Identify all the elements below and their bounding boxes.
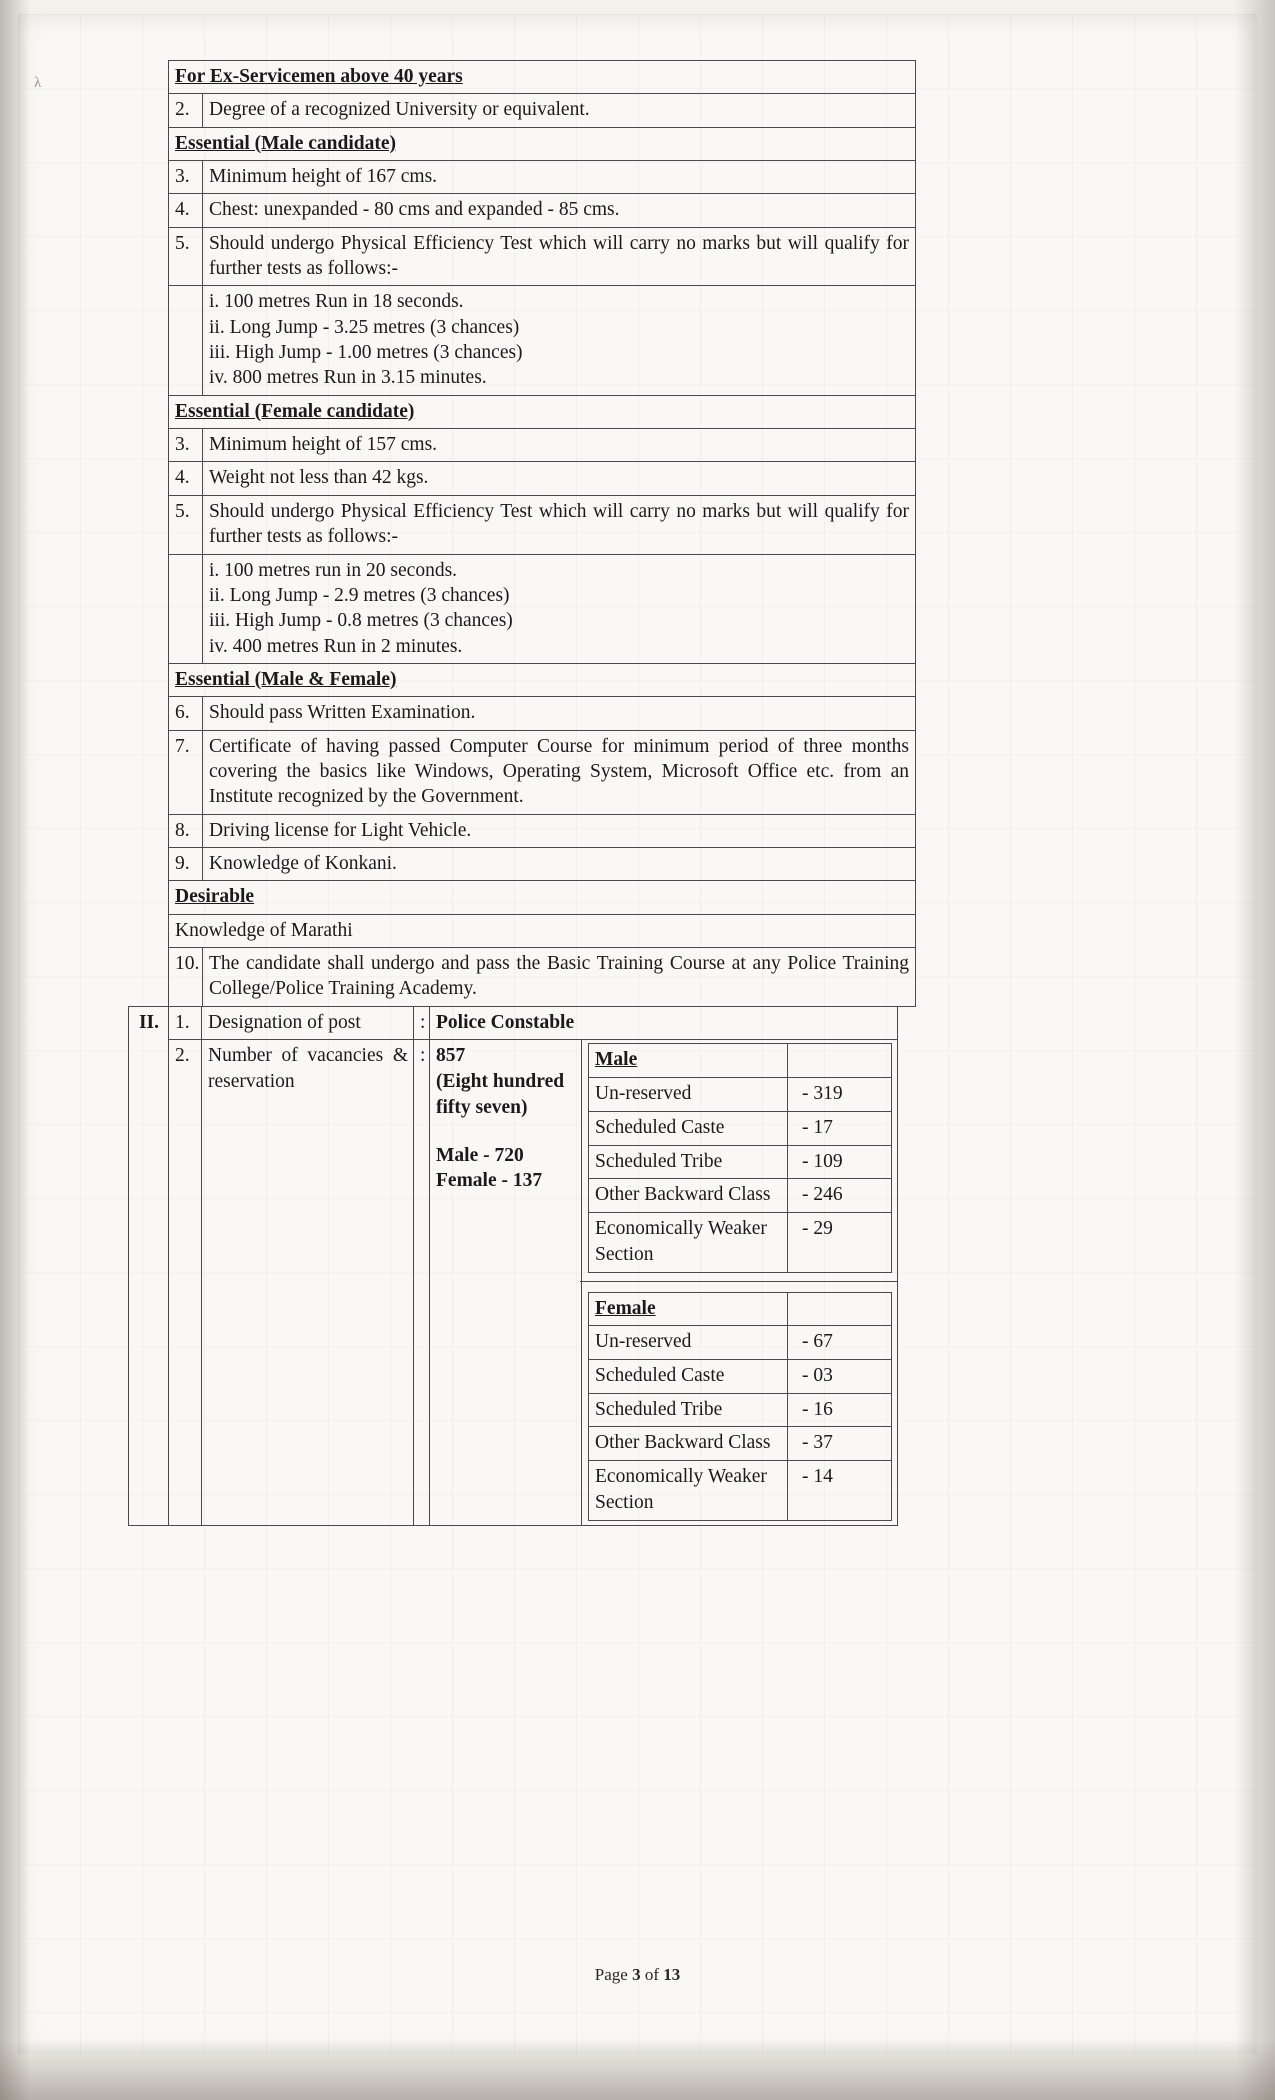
test-item: iv. 400 metres Run in 2 minutes. xyxy=(209,635,463,657)
page-edge-shadow-left xyxy=(0,0,30,2100)
document-body xyxy=(138,60,916,1526)
row-number: 3. xyxy=(169,429,203,462)
reservation-category: Other Backward Class xyxy=(589,1179,788,1213)
row-text: Minimum height of 157 cms. xyxy=(203,429,916,462)
reservation-value: - 37 xyxy=(788,1427,892,1461)
footer-page-number: 3 xyxy=(632,1965,641,1984)
reservation-title-row xyxy=(589,1044,892,1078)
reservation-category: Scheduled Tribe xyxy=(589,1393,788,1427)
reservation-value: - 29 xyxy=(788,1213,892,1272)
section-two-table xyxy=(128,1006,898,1526)
reservation-row xyxy=(589,1145,892,1179)
physical-test-list-male xyxy=(203,286,916,395)
physical-test-list-row-male xyxy=(169,286,916,395)
spacer xyxy=(436,1121,576,1143)
reservation-category: Scheduled Caste xyxy=(589,1360,788,1394)
row-text: Knowledge of Konkani. xyxy=(203,847,916,880)
test-item: iii. High Jump - 1.00 metres (3 chances) xyxy=(209,342,523,364)
reservation-row xyxy=(589,1461,892,1520)
reservation-value: - 246 xyxy=(788,1179,892,1213)
row-number: 6. xyxy=(169,697,203,730)
physical-test-list-row-female xyxy=(169,554,916,663)
table-row xyxy=(169,495,916,554)
reservation-title-row xyxy=(589,1292,892,1326)
section-heading-desirable: Desirable xyxy=(175,886,255,908)
reservation-value-empty xyxy=(788,1292,892,1326)
reservation-row xyxy=(589,1427,892,1461)
reservation-value: - 03 xyxy=(788,1360,892,1394)
designation-row xyxy=(129,1006,898,1040)
reservation-row xyxy=(589,1326,892,1360)
section-heading-row xyxy=(169,663,916,696)
test-item: i. 100 metres run in 20 seconds. xyxy=(209,559,458,581)
footer-total-pages: 13 xyxy=(663,1965,681,1984)
vacancy-total: 857 xyxy=(436,1045,466,1067)
table-row xyxy=(169,847,916,880)
row-text: Degree of a recognized University or equivalent. xyxy=(203,94,916,127)
reservation-category: Un-reserved xyxy=(589,1078,788,1112)
reservation-value: - 319 xyxy=(788,1078,892,1112)
row-number-empty xyxy=(169,286,203,395)
row-text: Driving license for Light Vehicle. xyxy=(203,814,916,847)
table-row xyxy=(169,947,916,1006)
test-item: ii. Long Jump - 2.9 metres (3 chances) xyxy=(209,584,510,606)
vacancy-female-total: Female - 137 xyxy=(436,1170,543,1192)
reservation-row xyxy=(589,1179,892,1213)
reservation-row xyxy=(589,1393,892,1427)
vacancy-count-cell xyxy=(430,1040,582,1525)
page-edge-shadow-right xyxy=(1235,0,1275,2100)
table-row xyxy=(169,227,916,286)
row-number: 10. xyxy=(169,947,203,1006)
row-number: 9. xyxy=(169,847,203,880)
test-item: iv. 800 metres Run in 3.15 minutes. xyxy=(209,367,487,389)
designation-value: Police Constable xyxy=(430,1006,898,1040)
row-text: Should undergo Physical Efficiency Test which will carry no marks but will qualify for further tests as follows:- xyxy=(203,227,916,286)
test-item: iii. High Jump - 0.8 metres (3 chances) xyxy=(209,610,513,632)
reservation-row xyxy=(589,1111,892,1145)
table-row xyxy=(169,730,916,814)
section-heading-essential-male-female: Essential (Male & Female) xyxy=(175,668,397,690)
table-row xyxy=(169,94,916,127)
row-number: 4. xyxy=(169,462,203,495)
table-row xyxy=(169,194,916,227)
reservation-category: Economically Weaker Section xyxy=(589,1461,788,1520)
footer-middle: of xyxy=(640,1965,664,1984)
table-row xyxy=(169,429,916,462)
reservation-category: Un-reserved xyxy=(589,1326,788,1360)
female-reservation-table xyxy=(588,1292,892,1521)
row-number: 8. xyxy=(169,814,203,847)
vacancy-male-total: Male - 720 xyxy=(436,1144,524,1166)
reservation-category: Economically Weaker Section xyxy=(589,1213,788,1272)
row-index: 1. xyxy=(169,1006,202,1040)
reservation-breakdown-cell xyxy=(582,1040,898,1525)
reservation-row xyxy=(589,1213,892,1272)
male-reservation-table xyxy=(588,1043,892,1272)
colon-separator: : xyxy=(414,1040,430,1525)
row-number: 5. xyxy=(169,227,203,286)
row-label: Designation of post xyxy=(202,1006,414,1040)
row-text: Chest: unexpanded - 80 cms and expanded - 85 cms. xyxy=(203,194,916,227)
section-roman-numeral: II. xyxy=(129,1006,169,1525)
table-row xyxy=(169,161,916,194)
colon-separator: : xyxy=(414,1006,430,1040)
reservation-value: - 16 xyxy=(788,1393,892,1427)
row-number: 2. xyxy=(169,94,203,127)
section-heading-essential-female: Essential (Female candidate) xyxy=(175,400,415,422)
desirable-text-row xyxy=(169,914,916,947)
table-row xyxy=(169,814,916,847)
section-heading-row xyxy=(169,61,916,94)
section-heading-row xyxy=(169,395,916,428)
reservation-value: - 14 xyxy=(788,1461,892,1520)
female-reservation-title: Female xyxy=(589,1292,788,1326)
reservation-value: - 17 xyxy=(788,1111,892,1145)
reservation-category: Scheduled Tribe xyxy=(589,1145,788,1179)
reservation-value: - 67 xyxy=(788,1326,892,1360)
section-heading-row xyxy=(169,881,916,914)
page-footer xyxy=(0,1965,1275,1985)
row-text: The candidate shall undergo and pass the Basic Training Course at any Police Training College/Police Training Academy. xyxy=(203,947,916,1006)
row-text: Should undergo Physical Efficiency Test which will carry no marks but will qualify for further tests as follows:- xyxy=(203,495,916,554)
male-reservation-title: Male xyxy=(589,1044,788,1078)
reservation-row xyxy=(589,1360,892,1394)
section-heading-ex-servicemen: For Ex-Servicemen above 40 years xyxy=(175,66,463,87)
reservation-value: - 109 xyxy=(788,1145,892,1179)
row-index: 2. xyxy=(169,1040,202,1525)
row-number: 5. xyxy=(169,495,203,554)
row-text: Certificate of having passed Computer Course for minimum period of three months covering the basics like Windows, Operating System, Microsoft Office etc. from an Institute recognized by the Government. xyxy=(203,730,916,814)
row-number-empty xyxy=(169,554,203,663)
row-number: 3. xyxy=(169,161,203,194)
page-edge-shadow-bottom xyxy=(0,2040,1275,2100)
reservation-divider xyxy=(580,1281,897,1282)
section-heading-row xyxy=(169,127,916,160)
section-heading-essential-male: Essential (Male candidate) xyxy=(175,132,396,154)
footer-prefix: Page xyxy=(594,1965,633,1984)
physical-test-list-female xyxy=(203,554,916,663)
stray-mark: λ xyxy=(34,75,42,91)
row-label: Number of vacancies & reservation xyxy=(202,1040,414,1525)
table-row xyxy=(169,462,916,495)
vacancies-row xyxy=(129,1040,898,1525)
row-number: 7. xyxy=(169,730,203,814)
vacancy-total-words: (Eight hundred fifty seven) xyxy=(436,1071,565,1118)
row-text: Minimum height of 167 cms. xyxy=(203,161,916,194)
row-number: 4. xyxy=(169,194,203,227)
desirable-text: Knowledge of Marathi xyxy=(169,914,916,947)
eligibility-table xyxy=(168,60,916,1007)
reservation-row xyxy=(589,1078,892,1112)
reservation-category: Scheduled Caste xyxy=(589,1111,788,1145)
reservation-value-empty xyxy=(788,1044,892,1078)
table-row xyxy=(169,697,916,730)
row-text: Should pass Written Examination. xyxy=(203,697,916,730)
row-text: Weight not less than 42 kgs. xyxy=(203,462,916,495)
test-item: i. 100 metres Run in 18 seconds. xyxy=(209,291,464,313)
reservation-category: Other Backward Class xyxy=(589,1427,788,1461)
test-item: ii. Long Jump - 3.25 metres (3 chances) xyxy=(209,316,520,338)
